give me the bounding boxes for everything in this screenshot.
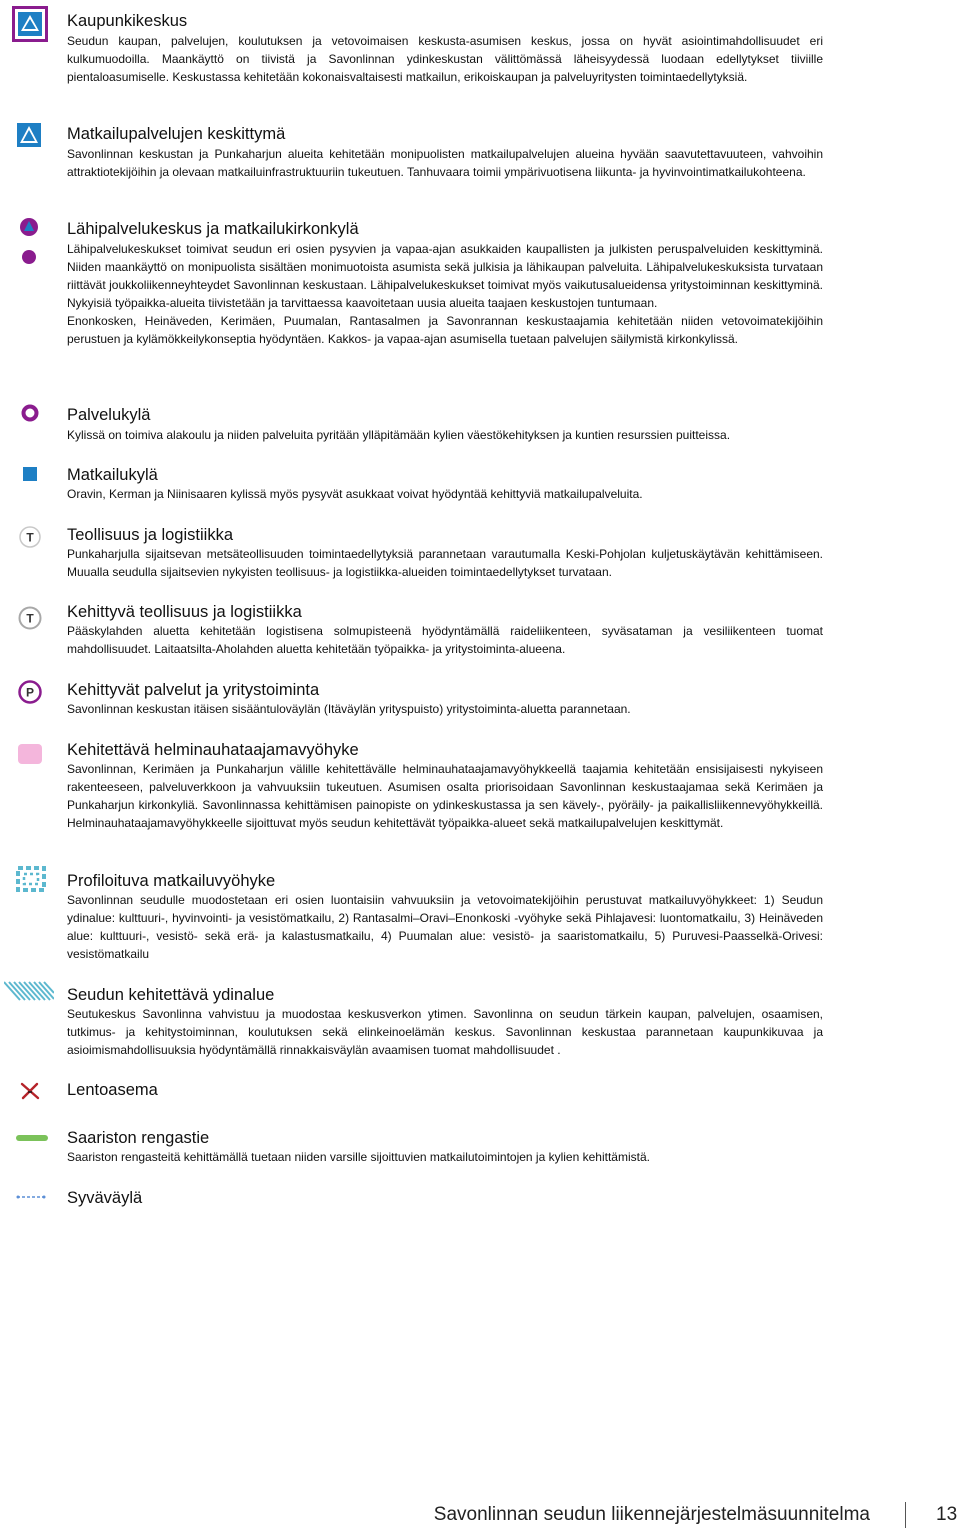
footer-divider <box>905 1502 906 1528</box>
blue-square-triangle-icon <box>17 123 41 147</box>
entry-body <box>67 622 823 658</box>
icon-letter: T <box>26 530 34 545</box>
industry-t-icon <box>19 526 41 548</box>
entry-paragraph: Savonlinnan keskustan itäisen sisääntuloväylän (Itäväylän yrityspuisto) yritystoiminta-aluetta parannetaan. <box>67 702 631 716</box>
entry-title: Lähipalvelukeskus ja matkailukirkonkylä <box>67 220 359 238</box>
entry-paragraph: Savonlinnan seudulle muodostetaan eri osien luontaisiin vahvuuksiin ja vetovoimatekijöihin perustuvat matkailuvyöhykkeet: 1) Seudun ydinalue: kulttuuri-, hyvinvointi- ja vesistömatkailu, 2) Rantasalmi–Oravi–Enonkoski -vyöhyke sekä Pihlajavesi: luontomatkailu, 3) Heinäveden alue: kulttuuri-, vesistö- sekä erä- ja kalastusmatkailu, 4) Puumalan alue: vesistö- ja saaristomatkailu, 5) Puruvesi-Paasselkä-Orivesi: vesistömatkailu <box>67 893 823 961</box>
entry-body <box>67 1005 823 1059</box>
entry-title: Palvelukylä <box>67 406 151 424</box>
entry-body <box>67 1148 823 1166</box>
entry-title: Kaupunkikeskus <box>67 12 188 30</box>
entry-title: Saariston rengastie <box>67 1129 210 1147</box>
entry-paragraph: Seudun kaupan, palvelujen, koulutuksen ja vetovoimaisen keskusta-asumisen keskus, jossa on hyvät asiointimahdollisuudet eri kulkumuodoilla. Maankäyttö on tiivistä ja Savonlinnan ydinkeskustan välittömässä läheisyydessä luodaan edellytykset tiiviille pientaloasumiselle. Keskustassa kehitetään kokonaisvaltaisesti matkailun, erikoiskaupan ja palveluyritysten toimintaedellytyksiä. <box>67 34 823 84</box>
entry-title: Seudun kehitettävä ydinalue <box>67 986 275 1004</box>
entry-paragraph: Savonlinnan, Kerimäen ja Punkaharjun välille kehitettävälle helminauhataajamavyöhykkeellä taajamia kehitetään ensisijaisesti nykyiseen rakenteeseen, palveluverkkoon ja vahvuuksiin tukeutuen. Asumisen osalta priorisoidaan Savonlinnan keskustaajamaa sekä Kerimäen ja Punkaharjun kirkonkyliä. Savonlinnassa kehittämisen painopiste on ydinkeskustassa ja sen kävely-, pyöräily- ja paikallisliikennevyöhykkeillä. Helminauhataajamavyöhykkeelle sijoittuvat myös seudun kehitettävät työpaikka-alueet sekä matkailupalvelujen keskittymät. <box>67 762 823 830</box>
icon-letter: P <box>25 685 35 700</box>
entry-body <box>67 32 823 86</box>
entry-title: Kehittyvä teollisuus ja logistiikka <box>67 603 302 621</box>
entry-paragraph: Seutukeskus Savonlinna vahvistuu ja muodostaa keskusverkon ytimen. Savonlinna on seudun tärkein kaupan, palvelujen, osaamisen, tutkimus- ja kehitystoiminnan, koulutuksen sekä elinkeinoelämän keskus. Savonlinnan keskustaa parannetaan kaupunkikuvaa ja asioimismahdollisuuksia hyödyntämällä rinnakkaisväylän avaamisen tuomat mahdollisuudet . <box>67 1007 823 1057</box>
entry-title: Matkailupalvelujen keskittymä <box>67 125 286 143</box>
services-p-icon <box>18 680 42 704</box>
entry-paragraph: Lähipalvelukeskukset toimivat seudun eri osien pysyvien ja vapaa-ajan asukkaiden kaupallisten ja julkisten peruspalveluiden keskittyminä. Niiden maankäyttö on monipuolista sisältäen monimuotoista asumista sekä julkisia ja lähikaupan palveluita. Lähipalvelukeskuksista turvataan riittävät joukkoliikenneyhteydet Savonlinnan keskustaan. Lähipalvelukeskukset toimivat myös vaikutusalueidensa yritystoiminnan keskittyminä. Nykyisiä työpaikka-alueita tiivistetään ja tarvittaessa kaavoitetaan uusia alueita taajaen keskustojen tuntumaan. <box>67 242 823 310</box>
entry-body <box>67 545 823 581</box>
icon-letter: T <box>26 611 34 626</box>
fairway-line-icon <box>16 1193 46 1201</box>
purple-circle-triangle-icon <box>18 216 42 268</box>
document-title: Savonlinnan seudun liikennejärjestelmäsuunnitelma <box>433 1504 870 1525</box>
entry-paragraph: Saariston rengasteitä kehittämällä tuetaan niiden varsille sijoittuvien matkailutoimintojen ja kylien kehittämistä. <box>67 1150 650 1164</box>
entry-body <box>67 700 823 718</box>
purple-frame-blue-triangle-icon <box>12 6 48 42</box>
blue-square-icon <box>23 467 37 481</box>
hatched-area-icon <box>4 980 54 1002</box>
entry-title: Profiloituva matkailuvyöhyke <box>67 872 276 890</box>
entry-paragraph: Enonkosken, Heinäveden, Kerimäen, Puumalan, Rantasalmen ja Savonrannan keskustaajamia kehitetään niiden vetovoimatekijöihin perustuen ja kylämökkeilykonseptia hyödyntäen. Kakkos- ja vapaa-ajan asumisella tuetaan palvelujen säilymistä kirkonkylissä. <box>67 314 823 346</box>
entry-title: Syväväylä <box>67 1189 143 1207</box>
airport-icon <box>19 1081 41 1101</box>
entry-title: Kehittyvät palvelut ja yritystoiminta <box>67 681 320 699</box>
dashed-zone-icon <box>16 866 46 892</box>
entry-body <box>67 145 823 181</box>
entry-body <box>67 891 823 963</box>
entry-paragraph: Pääskylahden aluetta kehitetään logistisena solmupisteenä hyödyntämällä raideliikenteen, syväsataman ja vesiliikenteen tuomat mahdollisuudet. Laitaatsilta-Aholahden aluetta kehitetään työpaikka- ja yritystoiminta-alueena. <box>67 624 823 656</box>
entry-paragraph: Oravin, Kerman ja Niinisaaren kylissä myös pysyvät asukkaat voivat hyödyntää kehittyviä matkailupalveluita. <box>67 487 643 501</box>
purple-ring-icon <box>20 403 40 423</box>
entry-title: Kehitettävä helminauhataajamavyöhyke <box>67 741 359 759</box>
developing-industry-t-icon <box>18 606 42 630</box>
entry-paragraph: Punkaharjulla sijaitsevan metsäteollisuuden toimintaedellytyksiä parannetaan varautumalla Keski-Pohjolan kuljetuskäytävän kehittämiseen. Muualla seudulla sijaitsevien nykyisten teollisuus- ja logistiikka-alueiden toimintaedellytykset turvataan. <box>67 547 823 579</box>
page-number: 13 <box>936 1504 958 1525</box>
entry-body <box>67 760 823 832</box>
entry-title: Teollisuus ja logistiikka <box>67 526 233 544</box>
entry-paragraph: Savonlinnan keskustan ja Punkaharjun alueita kehitetään monipuolisten matkailupalvelujen alueina hyvään saavutettavuuteen, vahvoihin attraktiotekijöihin ja olevaan matkailuinfrastruktuuriin tukeutuen. Tanhuvaara toimii ympärivuotisena liikunta- ja hyvinvointimatkailukohteena. <box>67 147 823 179</box>
entry-title: Matkailukylä <box>67 466 158 484</box>
entry-body <box>67 426 823 444</box>
entry-body <box>67 485 823 503</box>
entry-title: Lentoasema <box>67 1081 158 1099</box>
entry-paragraph: Kylissä on toimiva alakoulu ja niiden palveluita pyritään ylläpitämään kylien väestökehityksen ja kuntien resurssien puitteissa. <box>67 428 731 442</box>
pink-zone-icon <box>18 744 42 764</box>
entry-body <box>67 240 823 348</box>
page-footer <box>0 1498 960 1532</box>
green-line-icon <box>16 1134 48 1142</box>
